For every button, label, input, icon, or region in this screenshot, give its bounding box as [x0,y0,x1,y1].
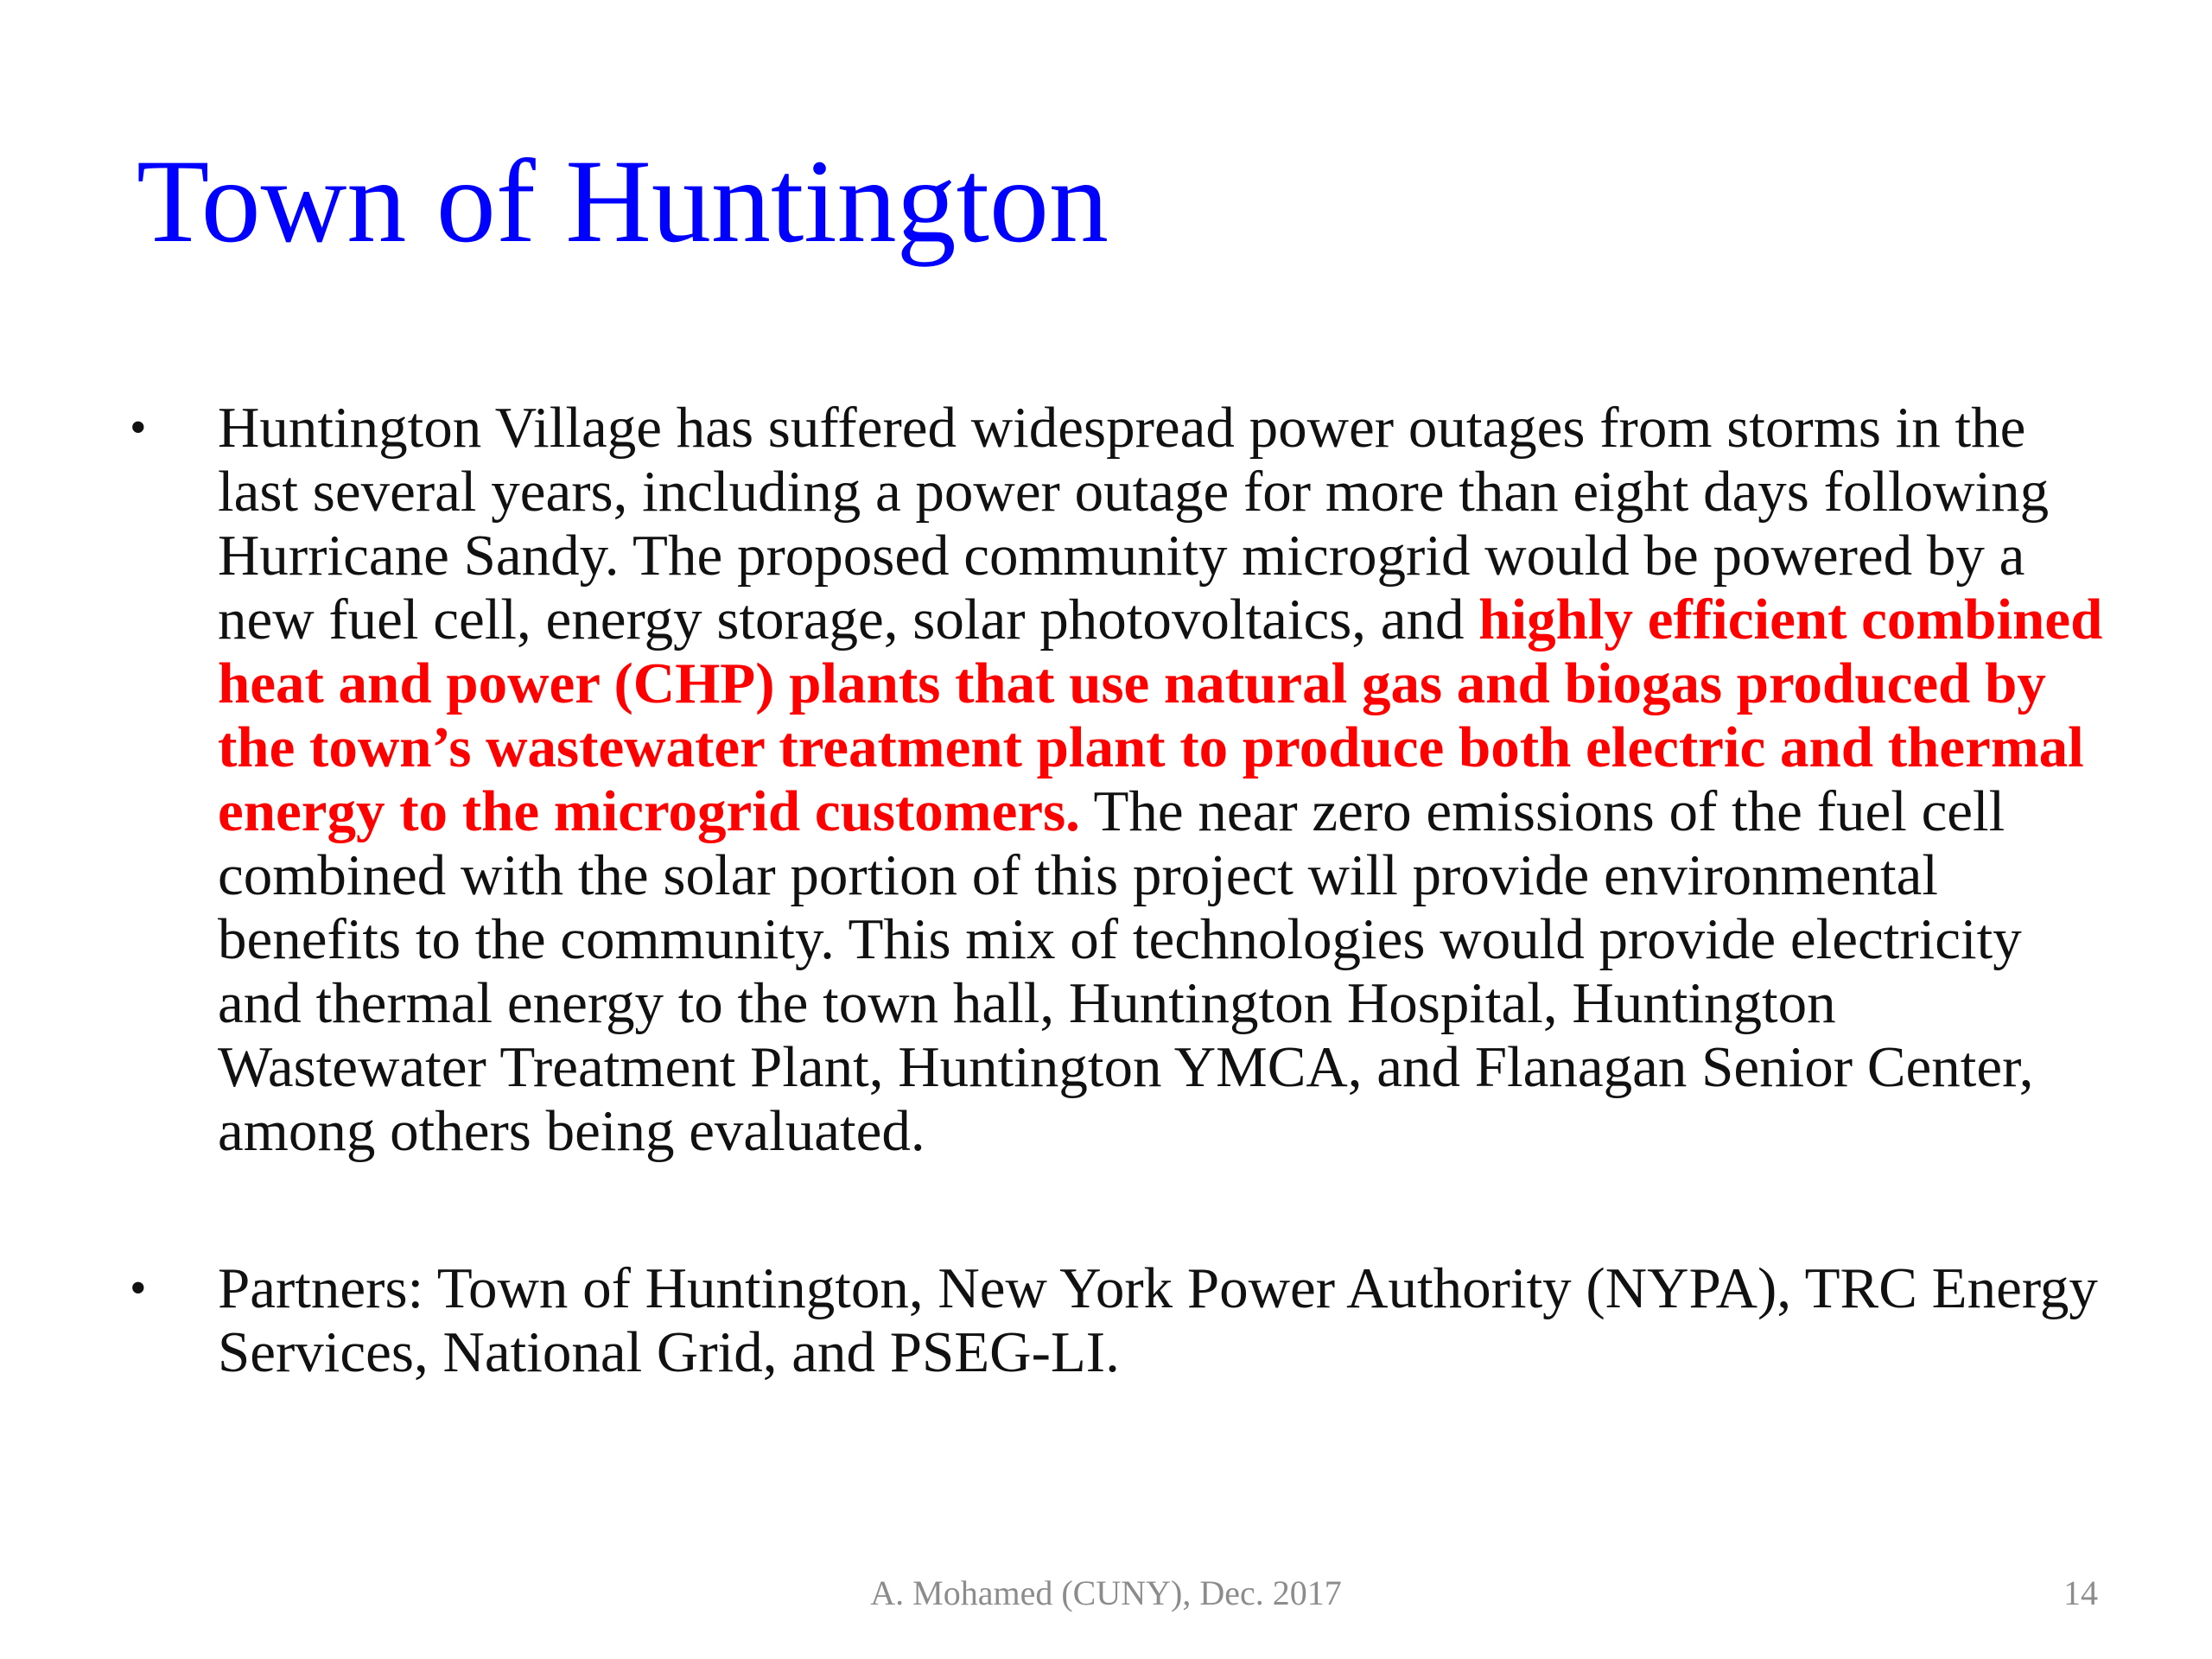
bullet-list [130,396,2108,1384]
bullet-icon: • [130,401,147,454]
bullet-item-partners [130,1256,2108,1384]
bullet-text-highlight: highly efficient combined heat and power (CHP) plants that use natural gas and biogas produced by the town’s wastewater treatment plant to produce both electric and thermal energy to the microgrid customers. [218,588,2103,843]
bullet-text-partners: Partners: Town of Huntington, New York Power Authority (NYPA), TRC Energy Services, National Grid, and PSEG-LI. [218,1256,2098,1384]
bullet-text-intro: Huntington Village has suffered widespread power outages from storms in the last several years, including a power outage for more than eight days following Hurricane Sandy. The proposed community microgrid would be powered by a new fuel cell, energy storage, solar photovoltaics, and [218,396,2050,652]
slide-footer: A. Mohamed (CUNY), Dec. 2017 [870,1573,1342,1612]
bullet-icon: • [130,1262,147,1315]
bullet-text-outro: The near zero emissions of the fuel cell combined with the solar portion of this project will provide environmental benefits to the community. This mix of technologies would provide electricity and thermal energy to the town hall, Huntington Hospital, Huntington Wastewater Treatment Plant, Huntington YMCA, and Flanagan Senior Center, among others being evaluated. [218,779,2034,1163]
slide-title: Town of Huntington [137,135,1109,267]
page-number: 14 [2063,1573,2098,1612]
bullet-item-microgrid [130,396,2108,1163]
